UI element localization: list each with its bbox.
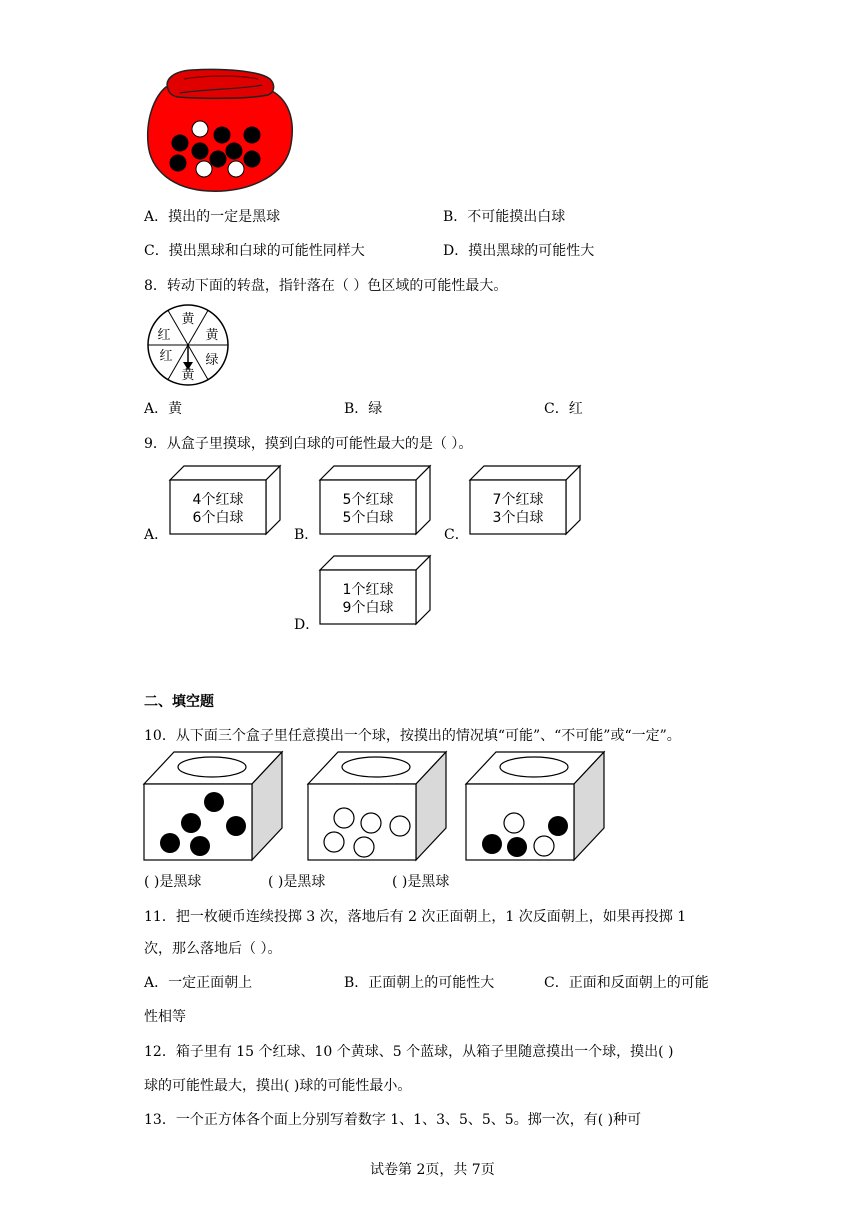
q10-blank-2: ( )是黑球 (268, 874, 326, 890)
q9-box-c-line2: 3个白球 (492, 510, 544, 526)
q10-box-3 (466, 752, 606, 862)
q10-box-2 (308, 752, 448, 862)
spinner-image (146, 304, 230, 386)
q9-box-d (320, 556, 432, 626)
q9-box-c-line1: 7个红球 (492, 492, 544, 508)
q9-stem: 9．从盒子里摸球，摸到白球的可能性最大的是（ ）。 (144, 436, 473, 452)
q9-box-b (320, 466, 432, 536)
q10-blank-3: ( )是黑球 (392, 874, 450, 890)
q9-box-a-line2: 6个白球 (192, 510, 244, 526)
q7-option-a: A．摸出的一定是黑球 (144, 209, 281, 225)
q9-option-d-label: D． (294, 617, 320, 633)
q8-option-c: C．红 (544, 401, 583, 417)
spinner-label-top: 黄 (181, 312, 195, 327)
q13-line1: 13．一个正方体各个面上分别写着数字 1、1、3、5、5、5。掷一次，有( )种可 (144, 1112, 642, 1128)
q9-box-d-line2: 9个白球 (342, 600, 394, 616)
q8-option-b: B．绿 (344, 401, 383, 417)
q9-box-a-line1: 4个红球 (192, 492, 244, 508)
q11-option-a: A．一定正面朝上 (144, 975, 253, 991)
q10-stem: 10．从下面三个盒子里任意摸出一个球，按摸出的情况填“可能”、“不可能”或“一定”。 (144, 728, 681, 744)
section-title: 二、填空题 (144, 694, 214, 710)
q9-box-a (170, 466, 282, 536)
q11-line2: 次，那么落地后（ ）。 (144, 941, 282, 957)
q9-option-a-label: A． (144, 527, 169, 543)
q7-option-c: C．摸出黑球和白球的可能性同样大 (144, 243, 365, 259)
bag-of-balls-image (144, 67, 296, 195)
q9-box-b-line2: 5个白球 (342, 510, 394, 526)
q11-option-c: C．正面和反面朝上的可能 (544, 975, 709, 991)
q9-box-b-line1: 5个红球 (342, 492, 394, 508)
spinner-label-upper-right: 黄 (205, 328, 219, 343)
q7-option-b: B．不可能摸出白球 (443, 209, 566, 225)
q10-box-1 (144, 752, 284, 862)
q11-line1: 11．把一枚硬币连续投掷 3 次，落地后有 2 次正面朝上，1 次反面朝上，如果再投掷 1 (144, 909, 687, 925)
page-footer: 试卷第 2页，共 7页 (370, 1162, 495, 1178)
spinner-label-upper-left: 红 (157, 328, 171, 343)
q9-option-c-label: C． (444, 527, 469, 543)
q10-blank-1: ( )是黑球 (144, 874, 202, 890)
q7-option-d: D．摸出黑球的可能性大 (443, 243, 595, 259)
q12-line1: 12．箱子里有 15 个红球、10 个黄球、5 个蓝球，从箱子里随意摸出一个球，摸出( ) (144, 1044, 674, 1060)
spinner-label-bottom: 黄 (181, 368, 195, 383)
spinner-label-lower-left: 红 (159, 349, 173, 364)
q11-option-b: B．正面朝上的可能性大 (344, 975, 495, 991)
q9-box-c (470, 466, 582, 536)
q9-option-b-label: B． (294, 527, 319, 543)
q11-option-c-cont: 性相等 (144, 1009, 186, 1025)
q12-line2: 球的可能性最大，摸出( )球的可能性最小。 (144, 1078, 412, 1094)
q8-stem: 8．转动下面的转盘，指针落在（ ）色区域的可能性最大。 (144, 278, 508, 294)
q9-box-d-line1: 1个红球 (342, 582, 394, 598)
q8-option-a: A．黄 (144, 401, 183, 417)
spinner-label-lower-right: 绿 (205, 353, 219, 368)
